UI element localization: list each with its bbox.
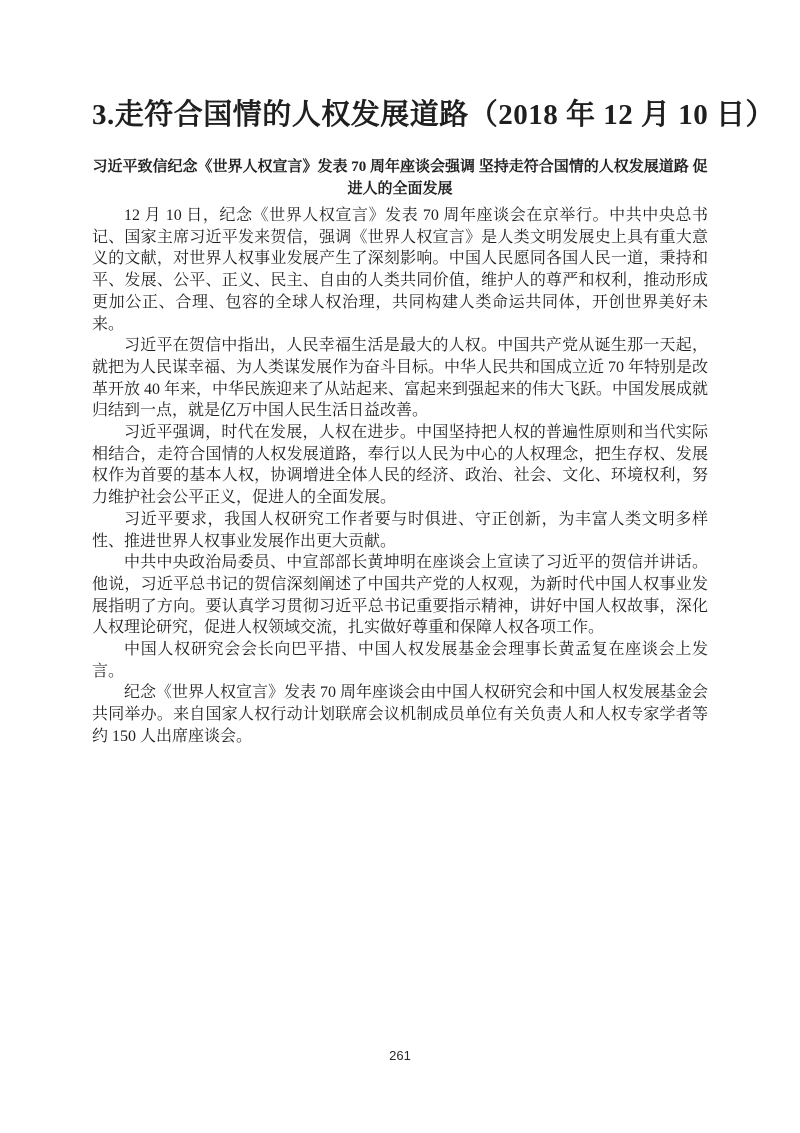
paragraph: 习近平在贺信中指出，人民幸福生活是最大的人权。中国共产党从诞生那一天起，就把为人民谋幸福、为人类谋发展作为奋斗目标。中华人民共和国成立近 70 年特别是改革开放 40 年来，中华民族迎来了从站起来、富起来到强起来的伟大飞跃。中国发展成就归结到一点，就是亿万中国人民生活日益改善。: [92, 337, 709, 420]
page-title: 3.走符合国情的人权发展道路（2018 年 12 月 10 日）: [92, 99, 776, 131]
page-number: 261: [389, 1048, 411, 1063]
paragraph: 中国人权研究会会长向巴平措、中国人权发展基金会理事长黄孟复在座谈会上发言。: [92, 641, 708, 680]
paragraph: 纪念《世界人权宣言》发表 70 周年座谈会由中国人权研究会和中国人权发展基金会共同举办。来自国家人权行动计划联席会议机制成员单位有关负责人和人权专家学者等约 150 人出席座谈会。: [92, 684, 709, 745]
paragraph: 习近平要求，我国人权研究工作者要与时俱进、守正创新，为丰富人类文明多样性、推进世界人权事业发展作出更大贡献。: [92, 510, 708, 550]
paragraph: 习近平强调，时代在发展，人权在进步。中国坚持把人权的普遍性原则和当代实际相结合，走符合国情的人权发展道路，奉行以人民为中心的人权理念，把生存权、发展权作为首要的基本人权，协调增进全体人民的经济、政治、社会、文化、环境权利，努力维护社会公平正义，促进人的全面发展。: [92, 424, 708, 507]
article-body: [92, 205, 708, 748]
paragraph: 12 月 10 日，纪念《世界人权宣言》发表 70 周年座谈会在京举行。中共中央总书记、国家主席习近平发来贺信，强调《世界人权宣言》是人类文明发展史上具有重大意义的文献，对世界人权事业发展产生了深刻影响。中国人民愿同各国人民一道，秉持和平、发展、公平、正义、民主、自由的人类共同价值，维护人的尊严和权利，推动形成更加公正、合理、包容的全球人权治理，共同构建人类命运共同体，开创世界美好未来。: [92, 207, 708, 333]
article-headline: 习近平致信纪念《世界人权宣言》发表 70 周年座谈会强调 坚持走符合国情的人权发展道路 促进人的全面发展: [92, 159, 708, 197]
paragraph: 中共中央政治局委员、中宣部部长黄坤明在座谈会上宣读了习近平的贺信并讲话。他说，习近平总书记的贺信深刻阐述了中国共产党的人权观，为新时代中国人权事业发展指明了方向。要认真学习贯彻习近平总书记重要指示精神，讲好中国人权故事，深化人权理论研究，促进人权领域交流，扎实做好尊重和保障人权各项工作。: [92, 554, 708, 637]
